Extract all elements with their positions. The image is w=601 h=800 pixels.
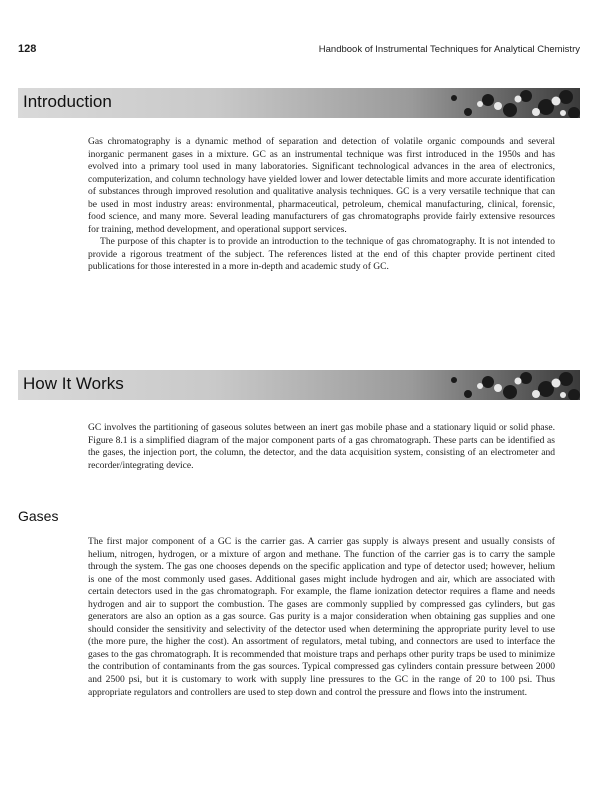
running-title: Handbook of Instrumental Techniques for Analytical Chemistry	[318, 44, 580, 55]
section-title-how-it-works: How It Works	[23, 374, 124, 393]
introduction-banner	[18, 88, 580, 118]
section-title-introduction: Introduction	[23, 92, 112, 111]
section-title-gases: Gases	[18, 508, 59, 524]
page-header	[18, 43, 580, 57]
introduction-paragraph-1: Gas chromatography is a dynamic method of separation and detection of volatile organic compounds and several inorganic permanent gases in a mixture. GC as an instrumental technique was first introduced in the 1950s and has evolved into a primary tool used in many laboratories. Significant technological advances in the area of electronics, computerization, and column technology have yielded lower and lower detectable limits and more accurate identification of substances through improved resolution and qualitative analysis techniques. GC is a very versatile technique that can be used in most industry areas: environmental, pharmaceutical, petroleum, chemical manufacturing, clinical, forensic, food science, and many more. Several leading manufacturers of gas chromatographs provide fairly extensive resources for training, method development, and operational support services.	[88, 136, 555, 235]
introduction-paragraph-2: The purpose of this chapter is to provide an introduction to the technique of gas chromatography. It is not intended to provide a rigorous treatment of the subject. The references listed at the end of this chapter provide pertinent cited publications for those interested in a more in-depth and academic study of GC.	[88, 236, 555, 273]
gases-paragraph-1: The first major component of a GC is the carrier gas. A carrier gas supply is always present and usually consists of helium, nitrogen, hydrogen, or a mixture of argon and methane. The function of the carrier gas is to carry the sample through the system. The gas one chooses depends on the specific application and type of detector used; however, helium is one of the most commonly used gases. Additional gases might include hydrogen and air, which are associated with certain detectors used in the gas chromatograph. For example, the flame ionization detector requires a flame and needs hydrogen and air to support the combustion. The gases are commonly supplied by compressed gas cylinders, but gas generators are also an option as a gas source. Gas purity is a major consideration when obtaining gas supplies and one should consider the sensitivity and selectivity of the detector used when determining the appropriate purity level to use (the more pure, the higher the cost). An assortment of regulators, metal tubing, and connectors are used to interface the gases to the gas chromatograph. It is recommended that moisture traps and perhaps other purity traps be used to minimize the contribution of contaminants from the gas sources. Typical compressed gas cylinders contain pressure between 2000 and 2500 psi, but it is customary to work with supply line pressures to the GC in the range of 20 to 100 psi. Thus appropriate regulators and controllers are used to step down and control the pressure and flows into the instrument.	[88, 536, 555, 698]
introduction-body	[88, 136, 555, 274]
how-it-works-body	[88, 422, 555, 472]
how-it-works-paragraph-1: GC involves the partitioning of gaseous solutes between an inert gas mobile phase and a stationary liquid or solid phase. Figure 8.1 is a simplified diagram of the major component parts of a gas chromatograph. These parts can be identified as the gases, the injection port, the column, the detector, and the data acquisition system, consisting of an electrometer and recorder/integrating device.	[88, 422, 555, 471]
gases-body	[88, 536, 555, 699]
page-number: 128	[18, 43, 37, 55]
how-it-works-banner	[18, 370, 580, 400]
